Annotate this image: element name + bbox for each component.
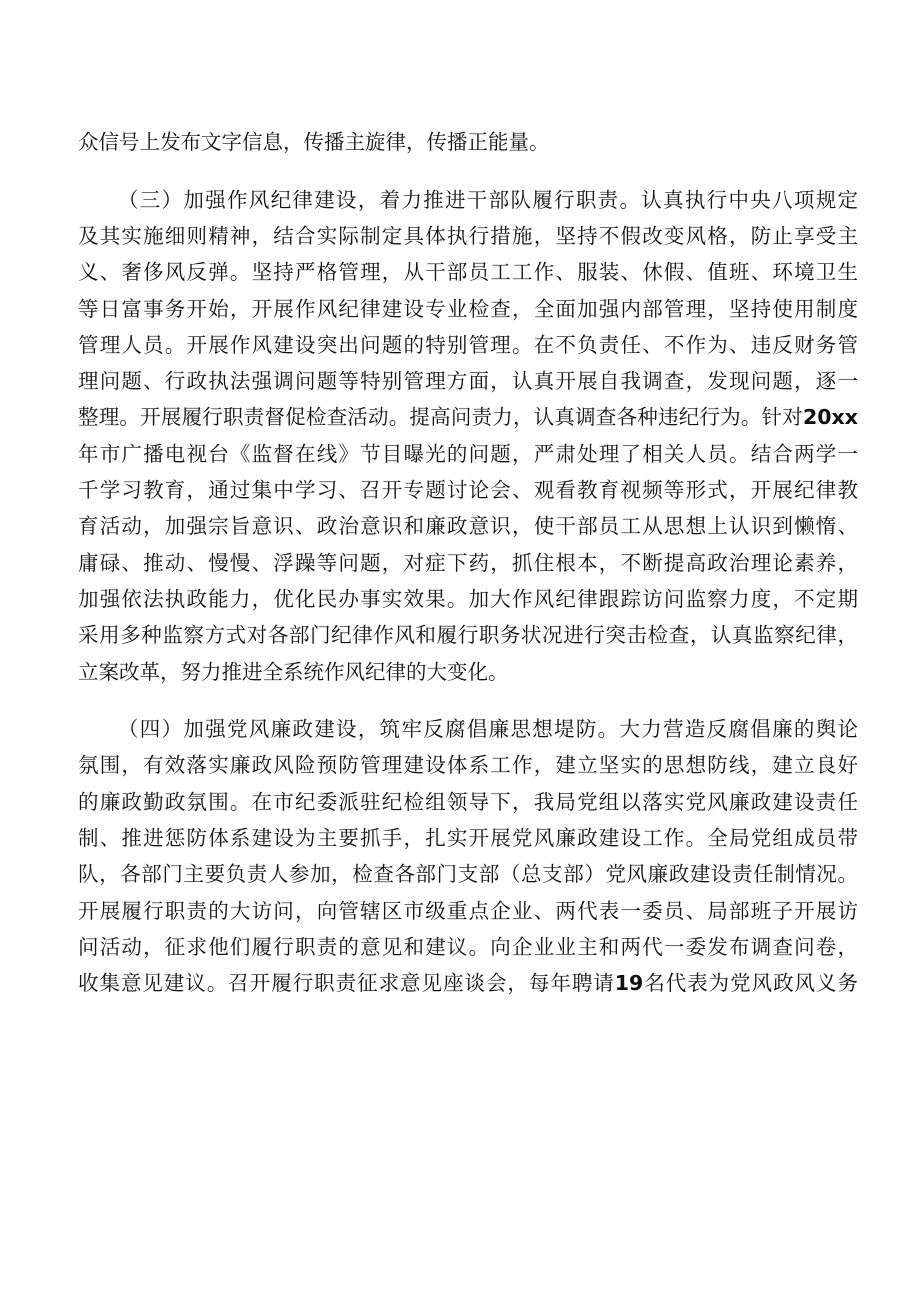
paragraph-line xyxy=(78,332,858,358)
paragraph-line xyxy=(118,187,858,213)
text-run: 年市广播电视台《监督在线》节目曝光的问题，严肃处理了相关人员。结合两学一 xyxy=(78,442,858,466)
paragraph-line xyxy=(78,477,858,503)
text-run: 加强依法执政能力，优化民办事实效果。加大作风纪律跟踪访问监察力度，不定期 xyxy=(78,587,858,611)
text-run: 义、奢侈风反弹。坚持严格管理，从干部员工工作、服装、休假、值班、环境卫生 xyxy=(78,260,858,284)
text-run: 制、推进惩防体系建设为主要抓手，扎实开展党风廉政建设工作。全局党组成员带 xyxy=(78,826,858,850)
text-run: 开展履行职责的大访问，向管辖区市级重点企业、两代表一委员、局部班子开展访 xyxy=(78,899,858,923)
text-run: 等日富事务开始，开展作风纪律建设专业检查，全面加强内部管理，坚持使用制度 xyxy=(78,297,858,321)
text-run: 收集意见建议。召开履行职责征求意见座谈会，每年聘请 xyxy=(78,971,615,995)
text-run: 的廉政勤政氛围。在市纪委派驻纪检组领导下，我局党组以落实党风廉政建设责任 xyxy=(78,790,858,814)
text-run: 氛围，有效落实廉政风险预防管理建设体系工作，建立坚实的思想防线，建立良好 xyxy=(78,753,858,777)
paragraph-line xyxy=(78,129,858,155)
text-run: 管理人员。开展作风建设突出问题的特别管理。在不负责任、不作为、违反财务管 xyxy=(78,333,858,357)
text-run: 采用多种监察方式对各部门纪律作风和履行职务状况进行突击检查，认真监察纪律， xyxy=(78,623,858,647)
paragraph-line xyxy=(78,970,858,996)
text-run: 理问题、行政执法强调问题等特别管理方面，认真开展自我调查，发现问题，逐一 xyxy=(78,369,858,393)
text-run: 众信号上发布文字信息，传播主旋律，传播正能量。 xyxy=(78,130,550,154)
paragraph-line xyxy=(78,441,858,467)
text-run: （四）加强党风廉政建设，筑牢反腐倡廉思想堤防。大力营造反腐倡廉的舆论 xyxy=(118,717,858,741)
paragraph-line xyxy=(78,259,858,285)
text-run: 立案改革，努力推进全系统作风纪律的大变化。 xyxy=(78,660,509,684)
paragraph-line xyxy=(78,861,858,887)
count-number: 19 xyxy=(614,971,644,995)
paragraph-line xyxy=(118,716,858,742)
paragraph-line xyxy=(78,404,858,430)
year-number: 20xx xyxy=(803,405,858,429)
paragraph-line xyxy=(78,586,858,612)
paragraph-line xyxy=(78,622,858,648)
paragraph-line xyxy=(78,789,858,815)
text-run: 庸碌、推动、慢慢、浮躁等问题，对症下药，抓住根本，不断提高政治理论素养， xyxy=(78,551,858,575)
text-run: 名代表为党风政风义务 xyxy=(643,971,859,995)
paragraph-line xyxy=(78,296,858,322)
paragraph-line xyxy=(78,550,858,576)
paragraph-line xyxy=(78,825,858,851)
paragraph-line xyxy=(78,752,858,778)
text-run: （三）加强作风纪律建设，着力推进干部队履行职责。认真执行中央八项规定 xyxy=(118,188,858,212)
text-run: 整理。开展履行职责督促检查活动。提高问责力，认真调查各种违纪行为。针对 xyxy=(78,405,804,429)
text-run: 育活动，加强宗旨意识、政治意识和廉政意识，使干部员工从思想上认识到懒惰、 xyxy=(78,514,858,538)
paragraph-line xyxy=(78,898,858,924)
text-run: 及其实施细则精神，结合实际制定具体执行措施，坚持不假改变风格，防止享受主 xyxy=(78,224,858,248)
paragraph-line xyxy=(78,368,858,394)
paragraph-line xyxy=(78,934,858,960)
text-run: 队，各部门主要负责人参加，检查各部门支部（总支部）党风廉政建设责任制情况。 xyxy=(78,862,858,886)
paragraph-line xyxy=(78,513,858,539)
paragraph-line xyxy=(78,223,858,249)
text-run: 问活动，征求他们履行职责的意见和建议。向企业业主和两代一委发布调查问卷， xyxy=(78,935,858,959)
text-run: 千学习教育，通过集中学习、召开专题讨论会、观看教育视频等形式，开展纪律教 xyxy=(78,478,858,502)
paragraph-line xyxy=(78,659,858,685)
